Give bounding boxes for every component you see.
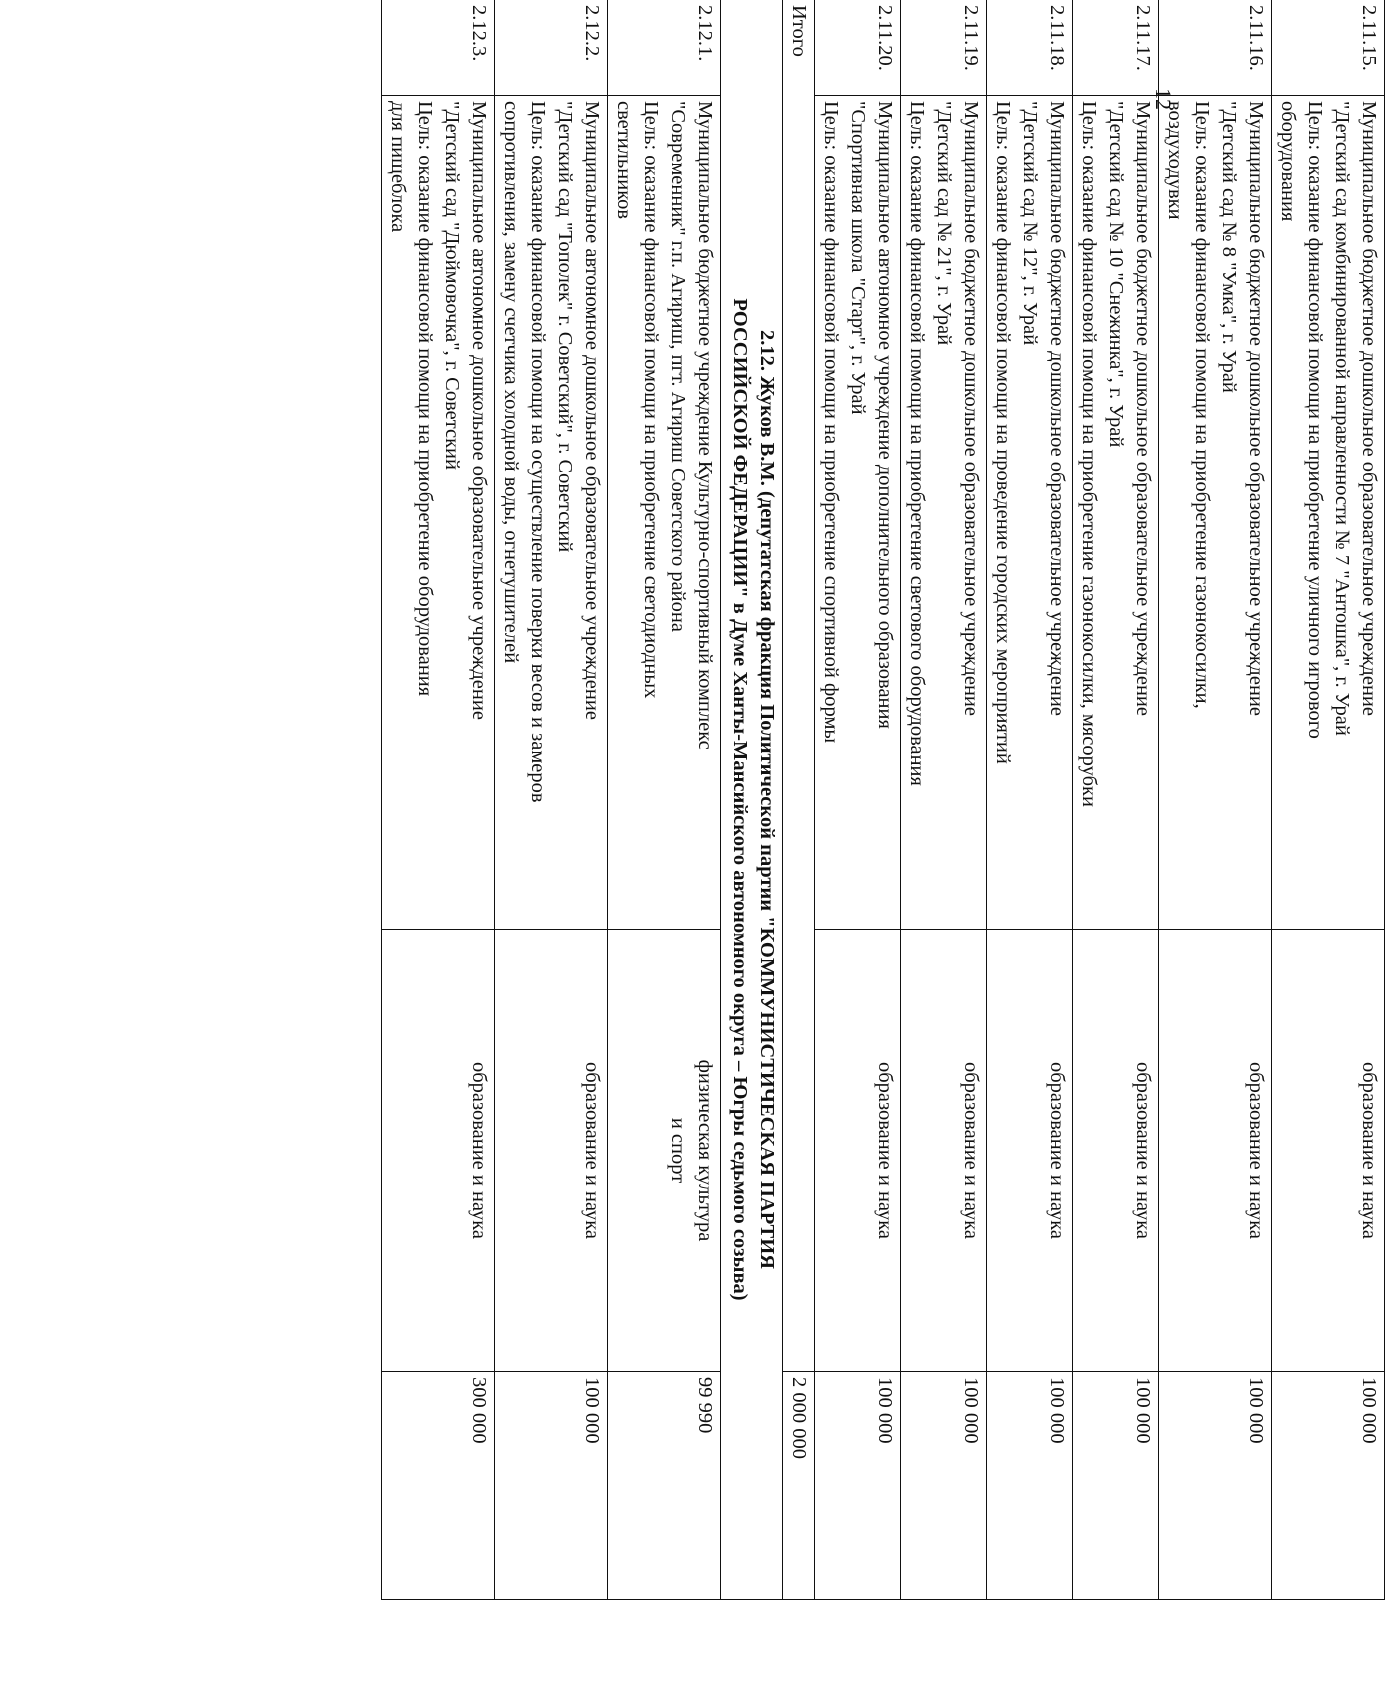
section-header: 2.12. Жуков В.М. (депутатская фракция Политической партии "КОММУНИСТИЧЕСКАЯ ПАРТИЯ РОССИЙСКОЙ ФЕДЕРАЦИИ" в Думе Ханты-Мансийского автономного округа – Югры седьмого созыва) (721, 0, 783, 1600)
row-description: Муниципальное бюджетное дошкольное образовательное учреждение "Детский сад № 8 "Умка", г. Урай Цель: оказание финансовой помощи на приобретение газонокосилки, воздуходувки (1159, 96, 1272, 930)
section-header-row (721, 0, 783, 1600)
row-number: 2.12.2. (495, 0, 608, 96)
row-number: 2.11.20. (815, 0, 901, 96)
row-description: Муниципальное автономное дошкольное образовательное учреждение "Детский сад "Тополек" г. Советский", г. Советский Цель: оказание финансовой помощи на осуществление поверки весов и замеров сопротивления, замену счетчика холодной воды, огнетушителей (495, 96, 608, 930)
row-area: физическая культура и спорт (608, 930, 721, 1372)
row-number: 2.11.18. (987, 0, 1073, 96)
row-amount: 100 000 (987, 1372, 1073, 1600)
row-number: 2.12.1. (608, 0, 721, 96)
row-number: 2.12.3. (382, 0, 495, 96)
row-amount: 100 000 (815, 1372, 901, 1600)
row-amount: 300 000 (382, 1372, 495, 1600)
row-description: Муниципальное бюджетное дошкольное образовательное учреждение "Детский сад № 10 "Снежинка", г. Урай Цель: оказание финансовой помощи на приобретение газонокосилки, мясорубки (1073, 96, 1159, 930)
row-area: образование и наука (1159, 930, 1272, 1372)
row-description: Муниципальное автономное учреждение дополнительного образования "Спортивная школа "Старт", г. Урай Цель: оказание финансовой помощи на приобретение спортивной формы (815, 96, 901, 930)
row-description: Муниципальное бюджетное дошкольное образовательное учреждение "Детский сад № 12", г. Урай Цель: оказание финансовой помощи на проведение городских мероприятий (987, 96, 1073, 930)
rotated-table-wrapper (387, 0, 1385, 1599)
table-row (987, 0, 1073, 1600)
table-row (382, 0, 495, 1600)
total-value: 2 000 000 (783, 1372, 815, 1600)
table-row (1073, 0, 1159, 1600)
row-description: Муниципальное бюджетное дошкольное образовательное учреждение "Детский сад № 21", г. Урай Цель: оказание финансовой помощи на приобретение светового оборудования (901, 96, 987, 930)
row-area: образование и наука (901, 930, 987, 1372)
table-row (901, 0, 987, 1600)
total-row (783, 0, 815, 1600)
row-number: 2.11.19. (901, 0, 987, 96)
table-row (1272, 0, 1385, 1600)
row-number: 2.11.15. (1272, 0, 1385, 96)
row-description: Муниципальное бюджетное дошкольное образовательное учреждение "Детский сад комбинированной направленности № 7 "Антошка", г. Урай Цель: оказание финансовой помощи на приобретение уличного игрового оборудования (1272, 96, 1385, 930)
row-amount: 99 990 (608, 1372, 721, 1600)
row-amount: 100 000 (1272, 1372, 1385, 1600)
row-amount: 100 000 (1159, 1372, 1272, 1600)
table-row (815, 0, 901, 1600)
table-row (608, 0, 721, 1600)
row-area: образование и наука (1073, 930, 1159, 1372)
row-description: Муниципальное бюджетное учреждение Культурно-спортивный комплекс "Современник" г.п. Агириш, пгт. Агириш Советского района Цель: оказание финансовой помощи на приобретение светодиодных светильников (608, 96, 721, 930)
row-area: образование и наука (815, 930, 901, 1372)
row-amount: 100 000 (1073, 1372, 1159, 1600)
table-row (495, 0, 608, 1600)
row-description: Муниципальное автономное дошкольное образовательное учреждение "Детский сад "Дюймовочка", г. Советский Цель: оказание финансовой помощи на приобретение оборудования для пищеблока (382, 96, 495, 930)
row-area: образование и наука (1272, 930, 1385, 1372)
row-number: 2.11.16. (1159, 0, 1272, 96)
total-label: Итого (783, 0, 815, 1372)
row-area: образование и наука (987, 930, 1073, 1372)
page-number: 12 (1151, 88, 1176, 110)
row-amount: 100 000 (901, 1372, 987, 1600)
row-area: образование и наука (495, 930, 608, 1372)
table-row (1159, 0, 1272, 1600)
row-number: 2.11.17. (1073, 0, 1159, 96)
row-area: образование и наука (382, 930, 495, 1372)
funding-table (381, 0, 1385, 1600)
row-amount: 100 000 (495, 1372, 608, 1600)
